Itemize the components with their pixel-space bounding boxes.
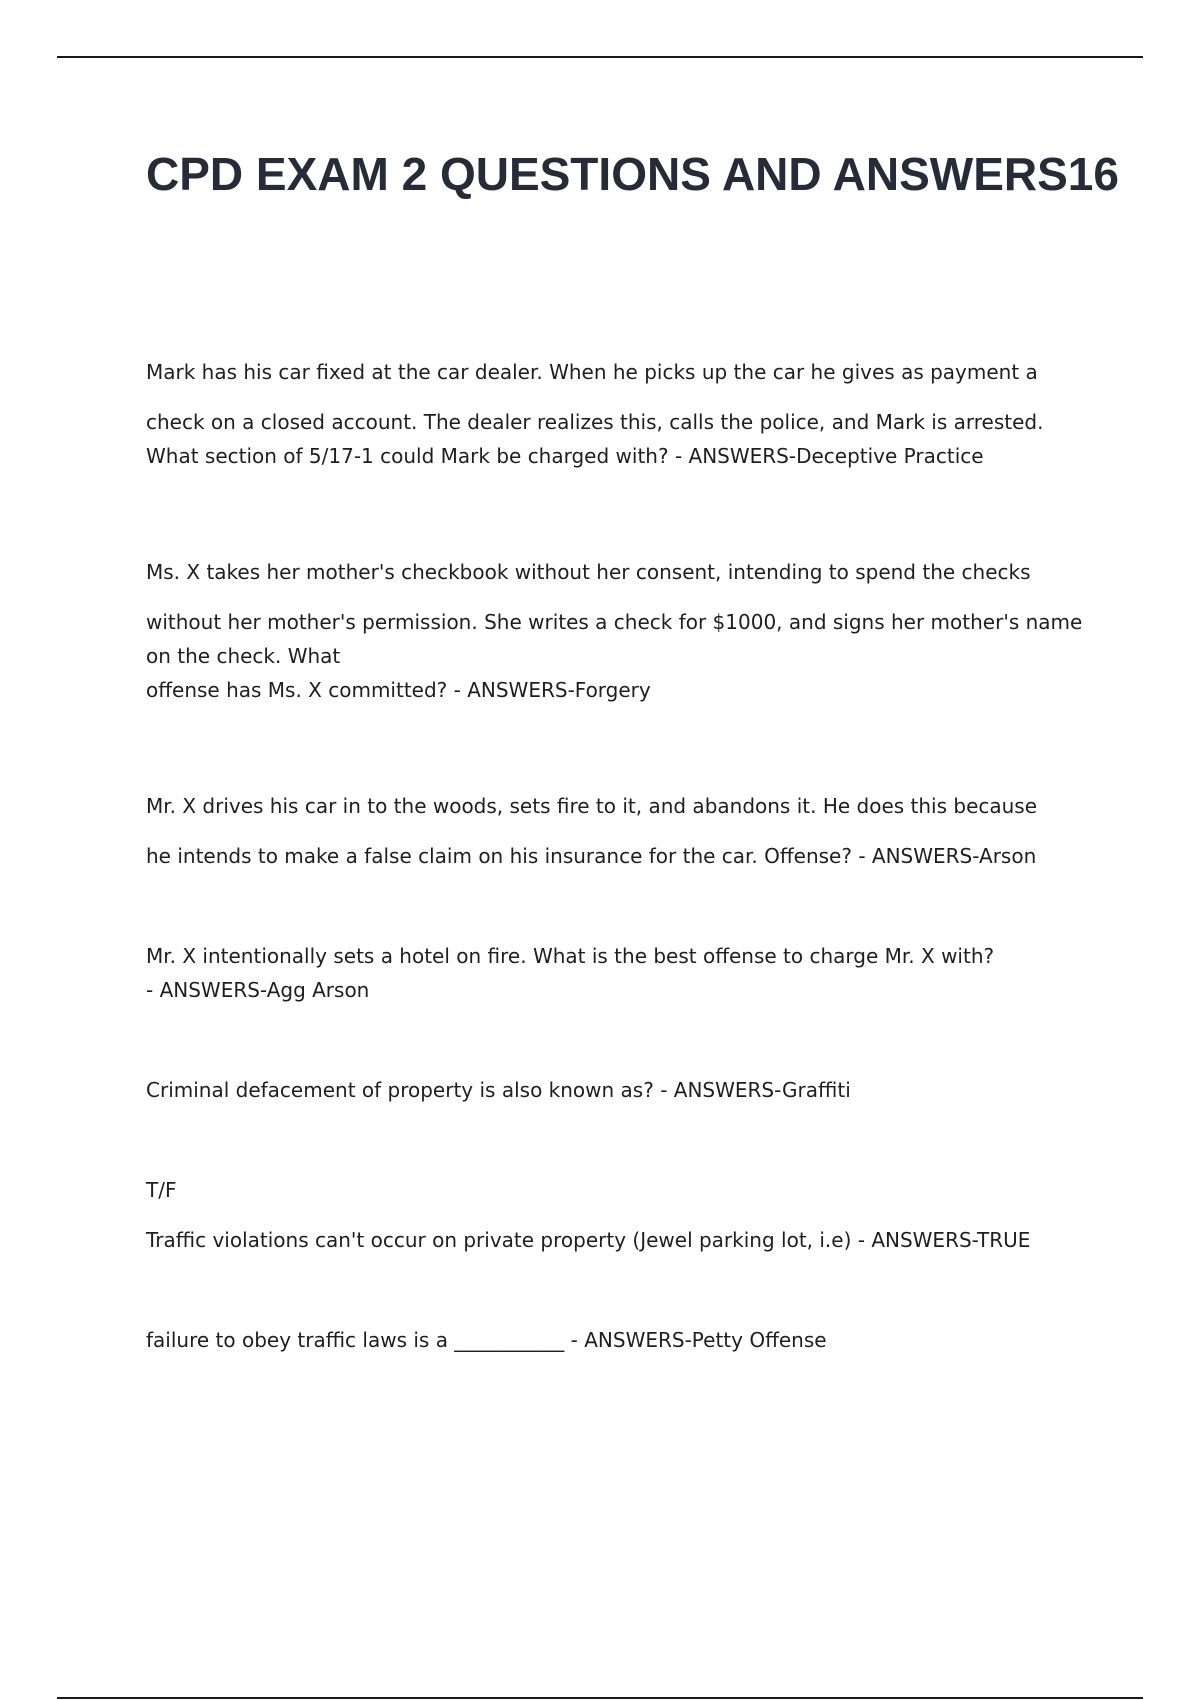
top-rule [57, 56, 1143, 58]
question-answer-line: failure to obey traffic laws is a ___________ - ANSWERS-Petty Offense [146, 1328, 827, 1352]
question-item [146, 939, 1006, 1007]
question-answer-line: he intends to make a false claim on his insurance for the car. Offense? - ANSWERS-Arson [146, 844, 1037, 868]
question-item [146, 1323, 1096, 1357]
question-line: Mr. X drives his car in to the woods, sets fire to it, and abandons it. He does this because [146, 794, 1038, 818]
question-line: check on a closed account. The dealer realizes this, calls the police, and Mark is arrested. [146, 410, 1044, 434]
question-answer-line: What section of 5/17-1 could Mark be charged with? - ANSWERS-Deceptive Practice [146, 444, 984, 468]
question-answer-line: Mr. X intentionally sets a hotel on fire. What is the best offense to charge Mr. X with? - ANSWERS-Agg Arson [146, 944, 995, 1002]
question-line: Mark has his car fixed at the car dealer. When he picks up the car he gives as payment a [146, 360, 1038, 384]
question-item [146, 1173, 1096, 1257]
question-answer-line: offense has Ms. X committed? - ANSWERS-Forgery [146, 678, 651, 702]
question-item [146, 789, 1096, 873]
question-item [146, 355, 1096, 473]
question-line: Ms. X takes her mother's checkbook without her consent, intending to spend the checks [146, 560, 1031, 584]
question-item [146, 1073, 1096, 1107]
bottom-rule [57, 1697, 1143, 1699]
question-line: T/F [146, 1178, 177, 1202]
question-line: without her mother's permission. She writes a check for $1000, and signs her mother's name on the check. What [146, 610, 1083, 668]
question-item [146, 555, 1106, 707]
document-title: CPD EXAM 2 QUESTIONS AND ANSWERS16 [146, 148, 1119, 200]
question-answer-line: Traffic violations can't occur on private property (Jewel parking lot, i.e) - ANSWERS-TRUE [146, 1228, 1031, 1252]
question-answer-line: Criminal defacement of property is also known as? - ANSWERS-Graffiti [146, 1078, 851, 1102]
